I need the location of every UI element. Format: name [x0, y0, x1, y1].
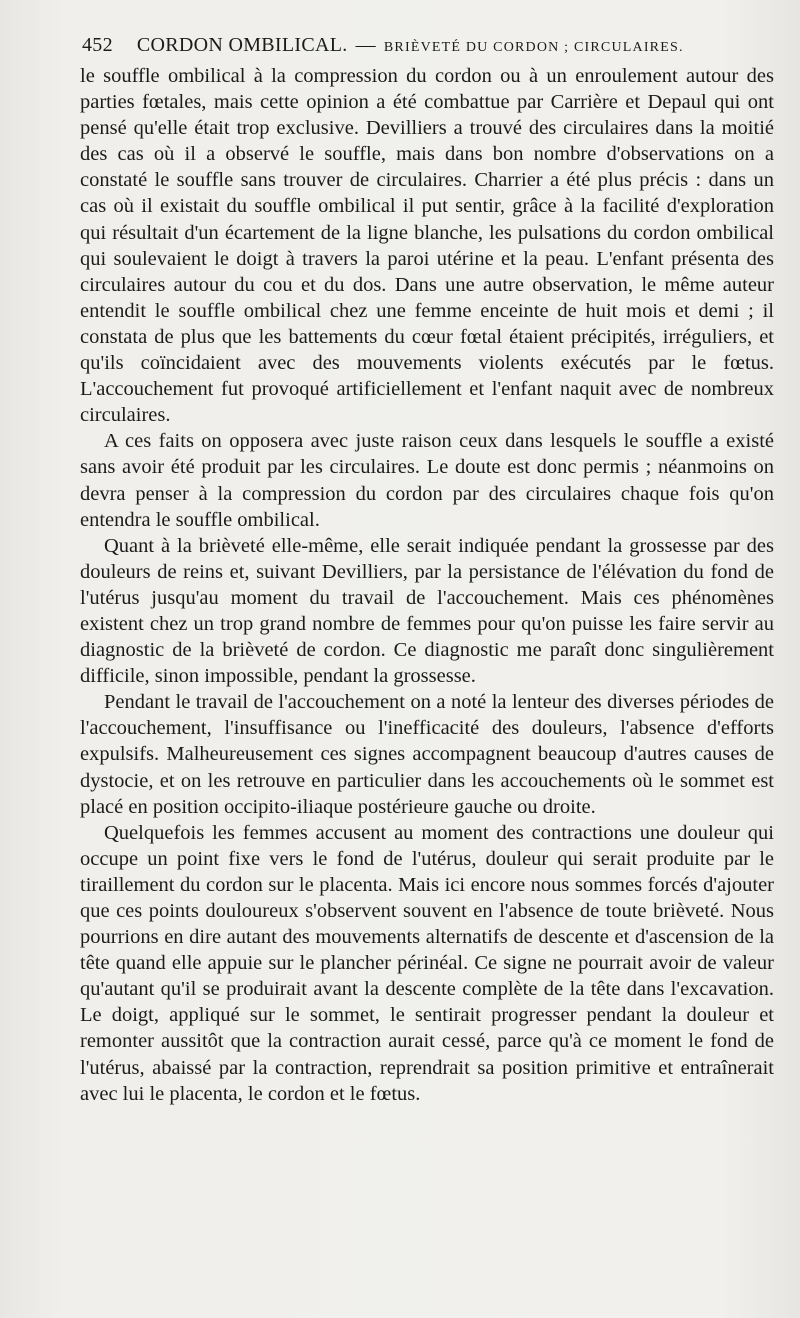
body-text — [80, 63, 774, 1107]
paragraph-2: A ces faits on opposera avec juste raison ceux dans lesquels le souffle a existé sans avoir été produit par les circulaires. Le doute est donc permis ; néanmoins on devra penser à la compression du cordon par des circulaires chaque fois qu'on entendra le souffle ombilical. — [80, 430, 774, 531]
page-number: 452 — [82, 34, 113, 56]
header-subtitle: BRIÈVETÉ DU CORDON ; CIRCULAIRES. — [383, 40, 684, 55]
paragraph-1: le souffle ombilical à la compression du cordon ou à un enroulement autour des parties fœtales, mais cette opinion a été combattue par Carrière et Depaul qui ont pensé qu'elle était trop exclusive. Devilliers a trouvé des circulaires dans la moitié des cas où il a observé le souffle, mais dans bon nombre d'observations on a constaté le souffle sans trouver de circulaires. Charrier a été plus précis : dans un cas où il existait du souffle ombilical il put sentir, grâce à la facilité d'exploration qui résultait d'un écartement de la ligne blanche, les pulsations du cordon ombilical qui soulevaient le doigt à travers la paroi utérine et la peau. L'enfant présenta des circulaires autour du cou et du dos. Dans une autre observation, le même auteur entendit le souffle ombilical chez une femme enceinte de huit mois et demi ; il constata de plus que les battements du cœur fœtal étaient précipités, irréguliers, et qu'ils coïncidaient avec des mouvements violents exécutés par le fœtus. L'accouchement fut provoqué artificiellement et l'enfant naquit avec de nombreux circulaires. — [80, 65, 774, 427]
paragraph-3: Quant à la brièveté elle-même, elle serait indiquée pendant la grossesse par des douleurs de reins et, suivant Devilliers, par la persistance de l'élévation du fond de l'utérus jusqu'au moment du travail de l'accouchement. Mais ces phénomènes existent chez un trop grand nombre de femmes pour qu'on puisse les faire servir au diagnostic de la brièveté de cordon. Ce diagnostic me paraît donc singulièrement difficile, sinon impossible, pendant la grossesse. — [80, 534, 774, 688]
header-separator: — — [355, 34, 376, 56]
paragraph-5: Quelquefois les femmes accusent au moment des contractions une douleur qui occupe un point fixe vers le fond de l'utérus, douleur qui serait produite par le tiraillement du cordon sur le placenta. Mais ici encore nous sommes forcés d'ajouter que ces points douloureux s'observent souvent en l'absence de toute brièveté. Nous pourrions en dire autant des mouvements alternatifs de descente et d'ascension de la tête quand elle appuie sur le plancher périnéal. Ce signe ne pourrait avoir de valeur qu'autant qu'il se produirait avant la descente complète de la tête dans l'excavation. Le doigt, appliqué sur le sommet, le sentirait progresser pendant la douleur et remonter aussitôt que la contraction aurait cessé, parce qu'à ce moment le fond de l'utérus, abaissé par la contraction, reprendrait sa position primitive et entraînerait avec lui le placenta, le cordon et le fœtus. — [80, 821, 774, 1105]
paragraph-4: Pendant le travail de l'accouchement on a noté la lenteur des diverses périodes de l'accouchement, l'insuffisance ou l'inefficacité des douleurs, l'absence d'efforts expulsifs. Malheureusement ces signes accompagnent beaucoup d'autres causes de dystocie, et on les retrouve en particulier dans les accouchements où le sommet est placé en position occipito-iliaque postérieure gauche ou droite. — [80, 691, 774, 818]
header-title: CORDON OMBILICAL. — [136, 34, 348, 56]
running-header — [82, 33, 772, 60]
